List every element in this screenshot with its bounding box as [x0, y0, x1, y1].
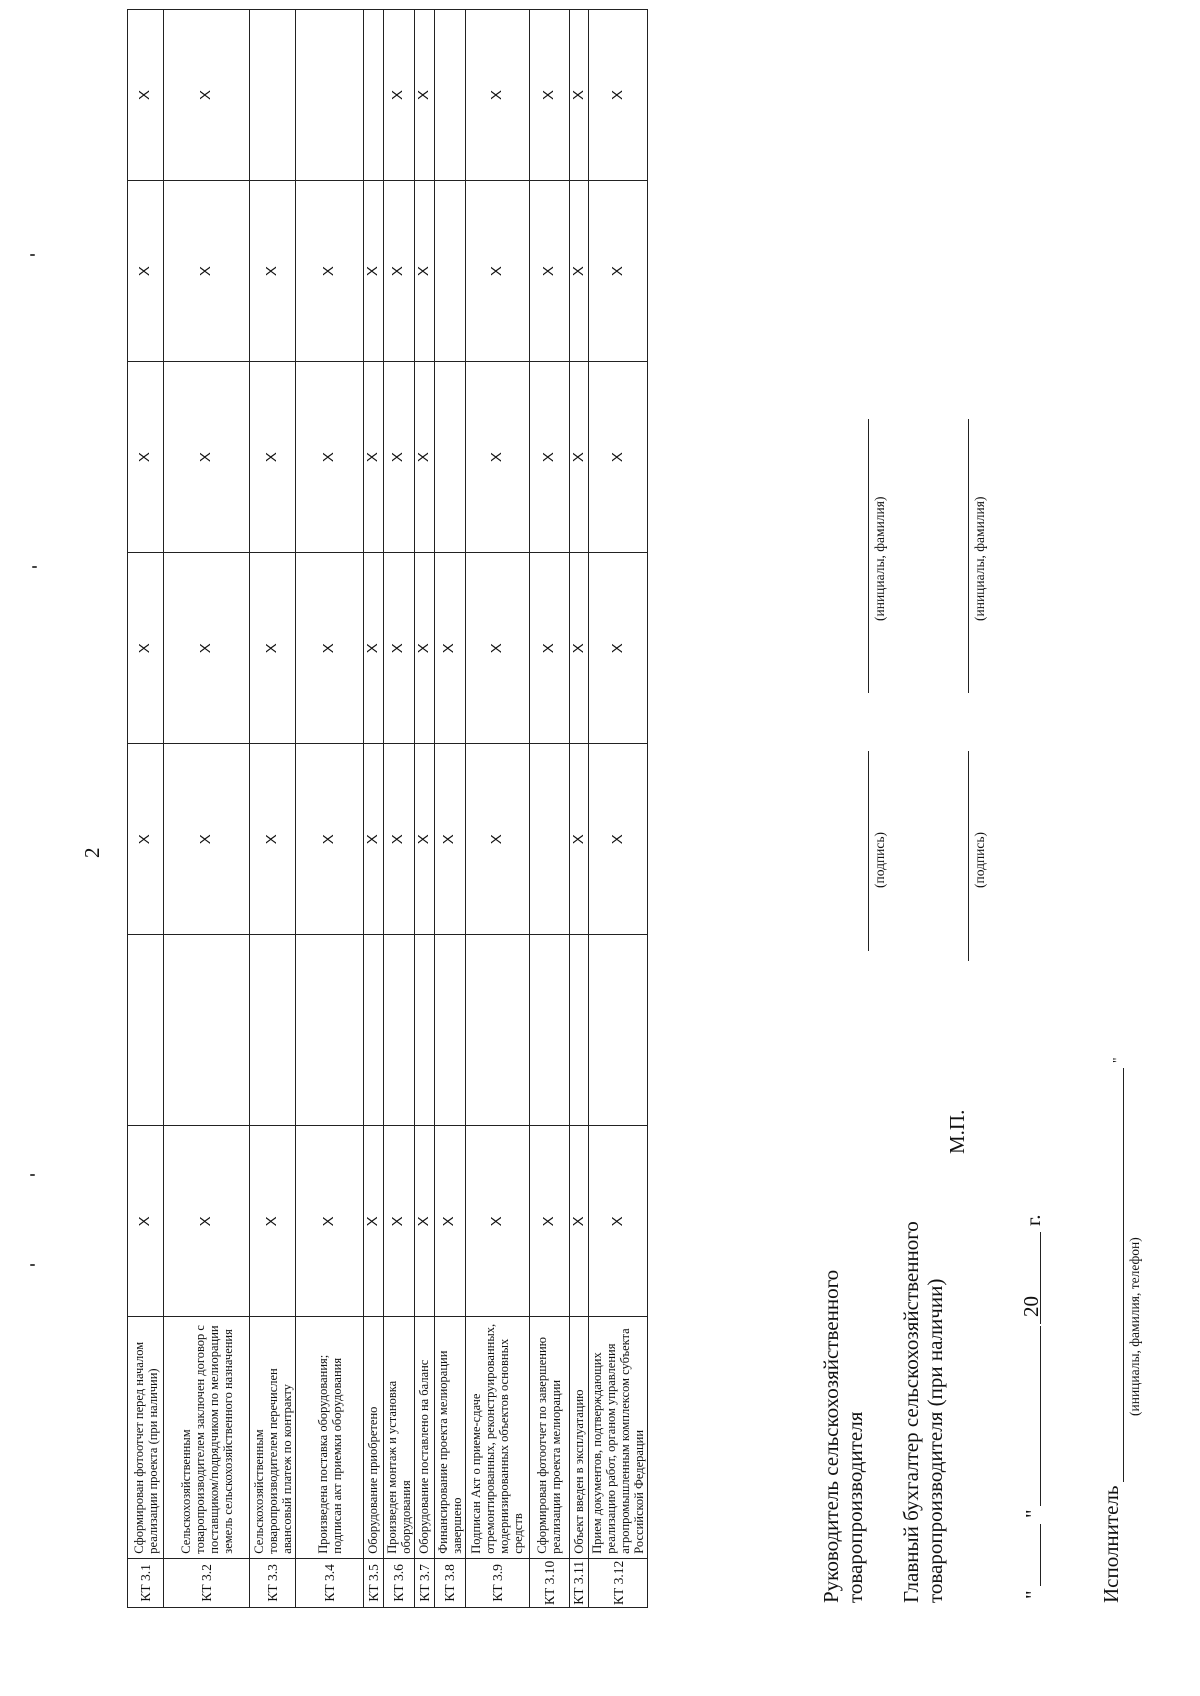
page-number: 2	[80, 847, 104, 858]
kt-description: Оборудование поставлено на баланс	[414, 1317, 434, 1558]
kt-mark-cell: Х	[529, 362, 569, 553]
table-row	[383, 10, 414, 1608]
kt-mark-cell: Х	[529, 181, 569, 362]
kt-mark-cell	[164, 935, 250, 1126]
kt-mark-cell	[434, 935, 465, 1126]
kt-mark-cell: Х	[296, 362, 364, 553]
table-row	[569, 10, 589, 1608]
stamp-label: М.П.	[945, 1109, 969, 1154]
date-month-line	[1040, 1326, 1041, 1506]
kt-mark-cell	[364, 10, 384, 181]
kt-mark-cell: Х	[569, 744, 589, 935]
scan-speck	[32, 566, 37, 568]
kt-mark-cell: Х	[569, 181, 589, 362]
kt-mark-cell	[529, 744, 569, 935]
accountant-title-line2: товаропроизводителя (при наличии)	[923, 1278, 947, 1603]
kt-mark-cell: Х	[465, 744, 529, 935]
kt-mark-cell: Х	[414, 10, 434, 181]
date-day-line	[1040, 1524, 1041, 1586]
kt-code: КТ 3.10	[529, 1558, 569, 1607]
kt-mark-cell: Х	[383, 10, 414, 181]
table-row	[250, 10, 296, 1608]
kt-mark-cell: Х	[128, 362, 164, 553]
kt-code: КТ 3.2	[164, 1558, 250, 1607]
kt-mark-cell: Х	[414, 744, 434, 935]
control-points-table	[127, 9, 648, 1608]
kt-mark-cell	[128, 935, 164, 1126]
table-row	[164, 10, 250, 1608]
accountant-title-line1: Главный бухгалтер сельскохозяйственного	[899, 1221, 923, 1603]
head-title-line1: Руководитель сельскохозяйственного	[819, 1269, 843, 1603]
table-row	[465, 10, 529, 1608]
kt-mark-cell: Х	[465, 362, 529, 553]
kt-mark-cell: Х	[383, 553, 414, 744]
head-title-line2: товаропроизводителя	[843, 1411, 867, 1603]
kt-mark-cell: Х	[364, 744, 384, 935]
date-year-suffix: г.	[1021, 1214, 1045, 1226]
kt-mark-cell: Х	[569, 10, 589, 181]
kt-mark-cell: Х	[414, 553, 434, 744]
kt-mark-cell: Х	[529, 553, 569, 744]
kt-mark-cell: Х	[465, 10, 529, 181]
kt-mark-cell	[414, 935, 434, 1126]
date-quote-open: "	[1021, 1590, 1045, 1599]
kt-description: Оборудование приобретено	[364, 1317, 384, 1558]
kt-mark-cell: Х	[364, 362, 384, 553]
kt-mark-cell: Х	[383, 744, 414, 935]
kt-mark-cell	[296, 10, 364, 181]
kt-mark-cell: Х	[250, 362, 296, 553]
kt-mark-cell: Х	[383, 362, 414, 553]
kt-mark-cell: Х	[296, 744, 364, 935]
date-year-line	[1040, 1232, 1041, 1324]
scan-speck	[30, 254, 35, 256]
head-initials-line	[868, 419, 869, 693]
kt-mark-cell: Х	[529, 1126, 569, 1317]
kt-mark-cell	[529, 935, 569, 1126]
kt-description: Прием документов, подтверждающих реализацию работ, органом управления агропромышленным комплексом субъекта Российской Федерации	[589, 1317, 648, 1558]
kt-mark-cell	[383, 935, 414, 1126]
kt-code: КТ 3.1	[128, 1558, 164, 1607]
kt-mark-cell	[250, 10, 296, 181]
kt-mark-cell: Х	[569, 553, 589, 744]
kt-description: Подписан Акт о приеме-сдаче отремонтированных, реконструированных, модернизированных объектов основных средств	[465, 1317, 529, 1558]
kt-description: Сформирован фотоотчет по завершению реализации проекта мелиорации	[529, 1317, 569, 1558]
kt-mark-cell: Х	[164, 553, 250, 744]
accountant-initials-line	[968, 419, 969, 693]
kt-mark-cell: Х	[434, 1126, 465, 1317]
kt-mark-cell: Х	[250, 553, 296, 744]
kt-mark-cell: Х	[569, 1126, 589, 1317]
kt-mark-cell: Х	[128, 553, 164, 744]
table-row	[364, 10, 384, 1608]
kt-mark-cell: Х	[128, 181, 164, 362]
kt-mark-cell: Х	[364, 181, 384, 362]
kt-mark-cell: Х	[414, 1126, 434, 1317]
kt-mark-cell	[569, 935, 589, 1126]
kt-mark-cell: Х	[164, 362, 250, 553]
kt-code: КТ 3.7	[414, 1558, 434, 1607]
kt-code: КТ 3.5	[364, 1558, 384, 1607]
kt-mark-cell: Х	[128, 10, 164, 181]
table-row	[296, 10, 364, 1608]
date-year-prefix: 20	[1019, 1296, 1043, 1317]
executor-line	[1123, 1068, 1124, 1482]
kt-mark-cell: Х	[434, 744, 465, 935]
kt-mark-cell: Х	[164, 1126, 250, 1317]
kt-mark-cell: Х	[569, 362, 589, 553]
kt-mark-cell: Х	[589, 10, 648, 181]
kt-mark-cell: Х	[589, 553, 648, 744]
table-row	[434, 10, 465, 1608]
table-row	[128, 10, 164, 1608]
kt-mark-cell: Х	[164, 10, 250, 181]
kt-mark-cell: Х	[434, 553, 465, 744]
kt-code: КТ 3.12	[589, 1558, 648, 1607]
kt-mark-cell	[465, 935, 529, 1126]
kt-mark-cell: Х	[589, 181, 648, 362]
kt-mark-cell: Х	[414, 362, 434, 553]
kt-mark-cell: Х	[383, 1126, 414, 1317]
kt-mark-cell	[250, 935, 296, 1126]
kt-code: КТ 3.11	[569, 1558, 589, 1607]
table-row	[589, 10, 648, 1608]
kt-description: Сельскохозяйственным товаропроизводителем перечислен авансовый платеж по контракту	[250, 1317, 296, 1558]
kt-mark-cell: Х	[589, 1126, 648, 1317]
accountant-signature-caption: (подпись)	[972, 831, 987, 888]
kt-code: КТ 3.9	[465, 1558, 529, 1607]
kt-description: Объект введен в эксплуатацию	[569, 1317, 589, 1558]
table-row	[414, 10, 434, 1608]
kt-code: КТ 3.8	[434, 1558, 465, 1607]
kt-mark-cell: Х	[364, 553, 384, 744]
kt-mark-cell: Х	[128, 1126, 164, 1317]
kt-mark-cell	[296, 935, 364, 1126]
kt-mark-cell: Х	[250, 181, 296, 362]
kt-mark-cell: Х	[465, 553, 529, 744]
executor-caption: (инициалы, фамилия, телефон)	[1127, 1237, 1142, 1416]
accountant-signature-line	[968, 751, 969, 961]
executor-quote: "	[1110, 1057, 1125, 1063]
kt-code: КТ 3.4	[296, 1558, 364, 1607]
head-initials-caption: (инициалы, фамилия)	[872, 496, 887, 621]
kt-mark-cell	[434, 181, 465, 362]
kt-description: Произведена поставка оборудования; подписан акт приемки оборудования	[296, 1317, 364, 1558]
kt-description: Сформирован фотоотчет перед началом реализации проекта (при наличии)	[128, 1317, 164, 1558]
scan-speck	[30, 1264, 35, 1266]
kt-description: Сельскохозяйственным товаропроизводителем заключен договор с поставщиком/подрядчиком по мелиорации земель сельскохозяйственного назначения	[164, 1317, 250, 1558]
kt-mark-cell: Х	[414, 181, 434, 362]
kt-mark-cell: Х	[164, 744, 250, 935]
kt-mark-cell	[364, 935, 384, 1126]
kt-mark-cell: Х	[128, 744, 164, 935]
head-signature-caption: (подпись)	[872, 831, 887, 888]
kt-code: КТ 3.3	[250, 1558, 296, 1607]
table-row	[529, 10, 569, 1608]
kt-description: Произведен монтаж и установка оборудования	[383, 1317, 414, 1558]
accountant-initials-caption: (инициалы, фамилия)	[972, 496, 987, 621]
kt-mark-cell: Х	[589, 362, 648, 553]
kt-mark-cell: Х	[529, 10, 569, 181]
kt-mark-cell: Х	[465, 181, 529, 362]
kt-mark-cell: Х	[589, 744, 648, 935]
kt-mark-cell	[589, 935, 648, 1126]
kt-mark-cell: Х	[296, 1126, 364, 1317]
kt-mark-cell: Х	[164, 181, 250, 362]
kt-code: КТ 3.6	[383, 1558, 414, 1607]
kt-mark-cell	[434, 10, 465, 181]
kt-mark-cell: Х	[465, 1126, 529, 1317]
scan-speck	[30, 1174, 35, 1176]
kt-mark-cell: Х	[383, 181, 414, 362]
kt-mark-cell	[434, 362, 465, 553]
kt-mark-cell: Х	[296, 181, 364, 362]
head-signature-line	[868, 751, 869, 951]
kt-mark-cell: Х	[296, 553, 364, 744]
kt-description: Финансирование проекта мелиорации завершено	[434, 1317, 465, 1558]
date-quote-close: "	[1021, 1509, 1045, 1518]
table-body	[128, 10, 648, 1608]
kt-mark-cell: Х	[250, 1126, 296, 1317]
kt-mark-cell: Х	[364, 1126, 384, 1317]
executor-label: Исполнитель	[1099, 1485, 1123, 1603]
kt-mark-cell: Х	[250, 744, 296, 935]
